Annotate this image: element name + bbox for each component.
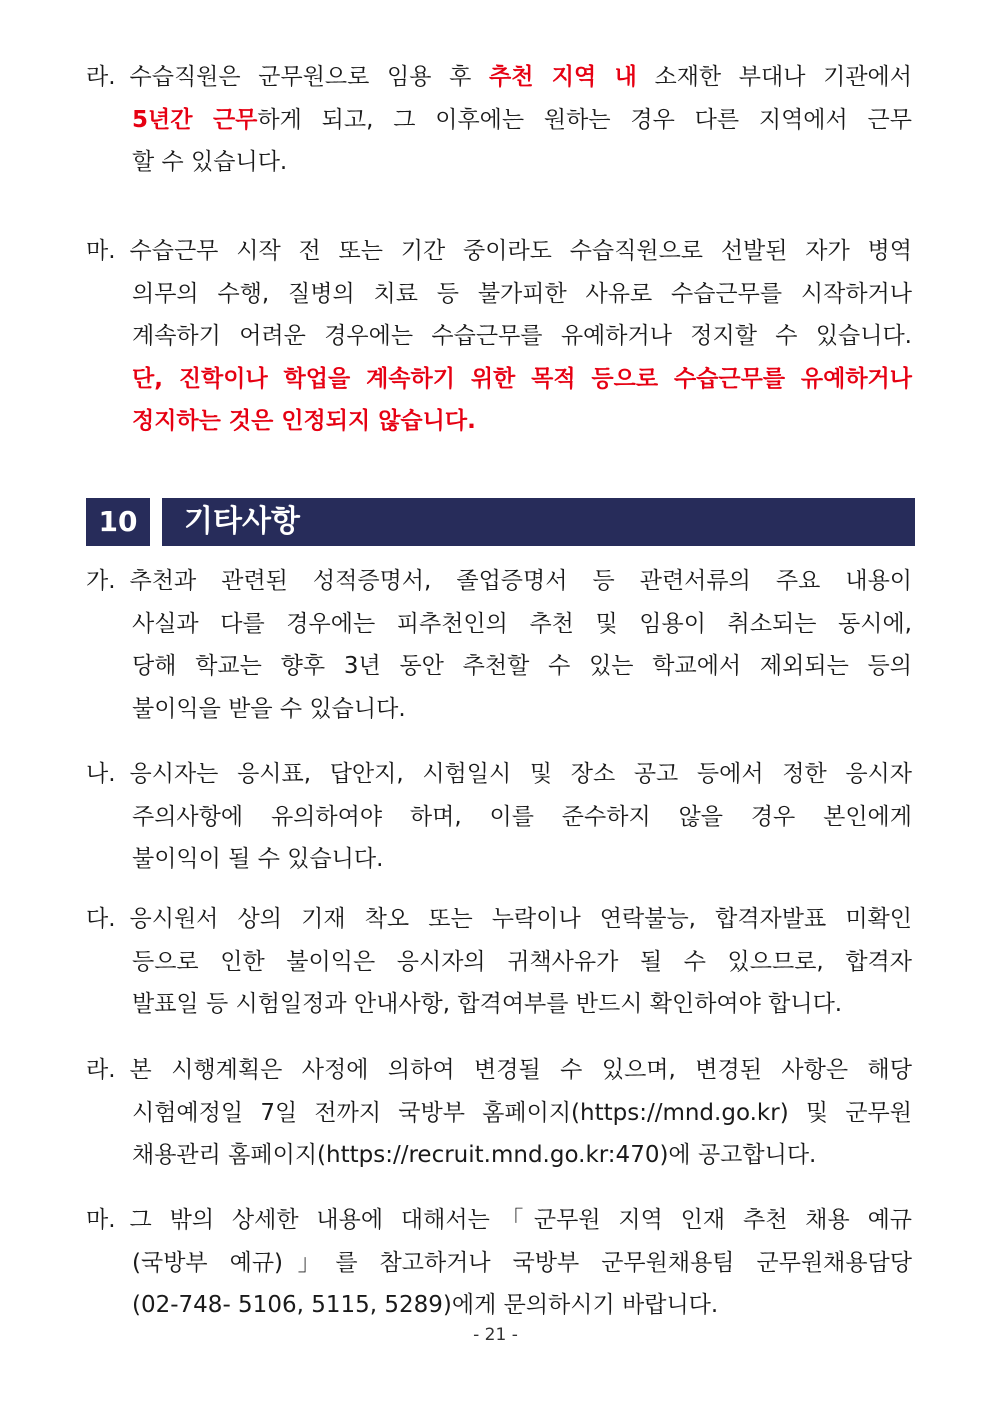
item-text: 하게 되고, 그 이후에는 원하는 경우 다른 지역에서 근무	[257, 106, 912, 133]
item-text: 수습근무 시작 전 또는 기간 중이라도 수습직원으로 선발된 자가 병역	[129, 238, 912, 264]
item-line	[86, 273, 912, 316]
item-line	[86, 645, 912, 688]
item-line	[86, 753, 912, 796]
item-text: 시험예정일 7일 전까지 국방부 홈페이지(https://mnd.go.kr) 및 군무원	[132, 1099, 912, 1126]
list-item	[86, 1049, 912, 1177]
item-line	[86, 560, 912, 603]
list-item	[86, 230, 912, 443]
item-text: 추천과 관련된 성적증명서, 졸업증명서 등 관련서류의 주요 내용이	[129, 568, 912, 594]
item-text: 불이익을 받을 수 있습니다.	[132, 695, 406, 722]
item-text: (02-748- 5106, 5115, 5289)에게 문의하시기 바랍니다.	[132, 1292, 719, 1318]
section-header	[86, 498, 915, 546]
item-line	[86, 838, 912, 881]
item-text: 등으로 인한 불이익은 응시자의 귀책사유가 될 수 있으므로, 합격자	[132, 948, 912, 975]
list-item	[86, 898, 912, 1026]
item-line	[86, 141, 912, 184]
item-line	[86, 1092, 912, 1135]
item-marker: 나.	[86, 761, 116, 787]
item-line	[86, 1242, 912, 1285]
item-text: 할 수 있습니다.	[132, 149, 288, 175]
item-text: 당해 학교는 향후 3년 동안 추천할 수 있는 학교에서 제외되는 등의	[132, 653, 912, 679]
item-line	[86, 358, 912, 401]
item-line	[86, 898, 912, 941]
item-line	[86, 400, 912, 443]
item-text: 계속하기 어려운 경우에는 수습근무를 유예하거나 정지할 수 있습니다.	[132, 323, 912, 349]
section-title: 기타사항	[184, 504, 300, 539]
highlight-text: 추천 지역 내	[489, 64, 637, 90]
section-title-bar	[162, 498, 915, 546]
highlight-text: 5년간 근무	[132, 106, 258, 133]
item-text: 응시자는 응시표, 답안지, 시험일시 및 장소 공고 등에서 정한 응시자	[129, 761, 912, 787]
item-text: 소재한 부대나 기관에서	[636, 64, 912, 90]
item-line	[86, 1134, 912, 1177]
item-text: 그 밖의 상세한 내용에 대해서는「군무원 지역 인재 추천 채용 예규	[129, 1207, 912, 1233]
item-text: (국방부 예규)」를 참고하거나 국방부 군무원채용팀 군무원채용담당	[132, 1249, 912, 1276]
item-line	[86, 1199, 912, 1242]
item-marker: 마.	[86, 1207, 116, 1233]
highlight-text: 정지하는 것은 인정되지 않습니다.	[132, 408, 476, 434]
item-line	[86, 983, 912, 1026]
item-line	[86, 1049, 912, 1092]
item-text: 주의사항에 유의하여야 하며, 이를 준수하지 않을 경우 본인에게	[132, 803, 912, 830]
page-number: - 21 -	[473, 1325, 518, 1345]
item-line	[86, 99, 912, 142]
item-text: 의무의 수행, 질병의 치료 등 불가피한 사유로 수습근무를 시작하거나	[132, 280, 912, 307]
item-marker: 라.	[86, 1057, 116, 1083]
item-text: 수습직원은 군무원으로 임용 후	[129, 64, 490, 90]
item-text: 응시원서 상의 기재 착오 또는 누락이나 연락불능, 합격자발표 미확인	[129, 906, 912, 932]
section-number: 10	[86, 498, 150, 546]
item-text: 사실과 다를 경우에는 피추천인의 추천 및 임용이 취소되는 동시에,	[132, 610, 912, 637]
item-line	[86, 796, 912, 839]
item-text: 본 시행계획은 사정에 의하여 변경될 수 있으며, 변경된 사항은 해당	[129, 1057, 912, 1083]
item-line	[86, 1284, 912, 1327]
item-line	[86, 315, 912, 358]
highlight-text: 단, 진학이나 학업을 계속하기 위한 목적 등으로 수습근무를 유예하거나	[132, 365, 912, 392]
item-marker: 마.	[86, 238, 116, 264]
item-text: 채용관리 홈페이지(https://recruit.mnd.go.kr:470)에 공고합니다.	[132, 1142, 817, 1168]
list-item	[86, 1199, 912, 1327]
item-line	[86, 941, 912, 984]
item-line	[86, 230, 912, 273]
item-text: 불이익이 될 수 있습니다.	[132, 846, 384, 872]
item-marker: 다.	[86, 906, 116, 932]
item-text: 발표일 등 시험일정과 안내사항, 합격여부를 반드시 확인하여야 합니다.	[132, 991, 843, 1017]
list-item	[86, 753, 912, 881]
item-marker: 가.	[86, 568, 116, 594]
item-line	[86, 688, 912, 731]
item-marker: 라.	[86, 64, 116, 90]
item-line	[86, 56, 912, 99]
list-item	[86, 56, 912, 184]
item-line	[86, 603, 912, 646]
list-item	[86, 560, 912, 730]
